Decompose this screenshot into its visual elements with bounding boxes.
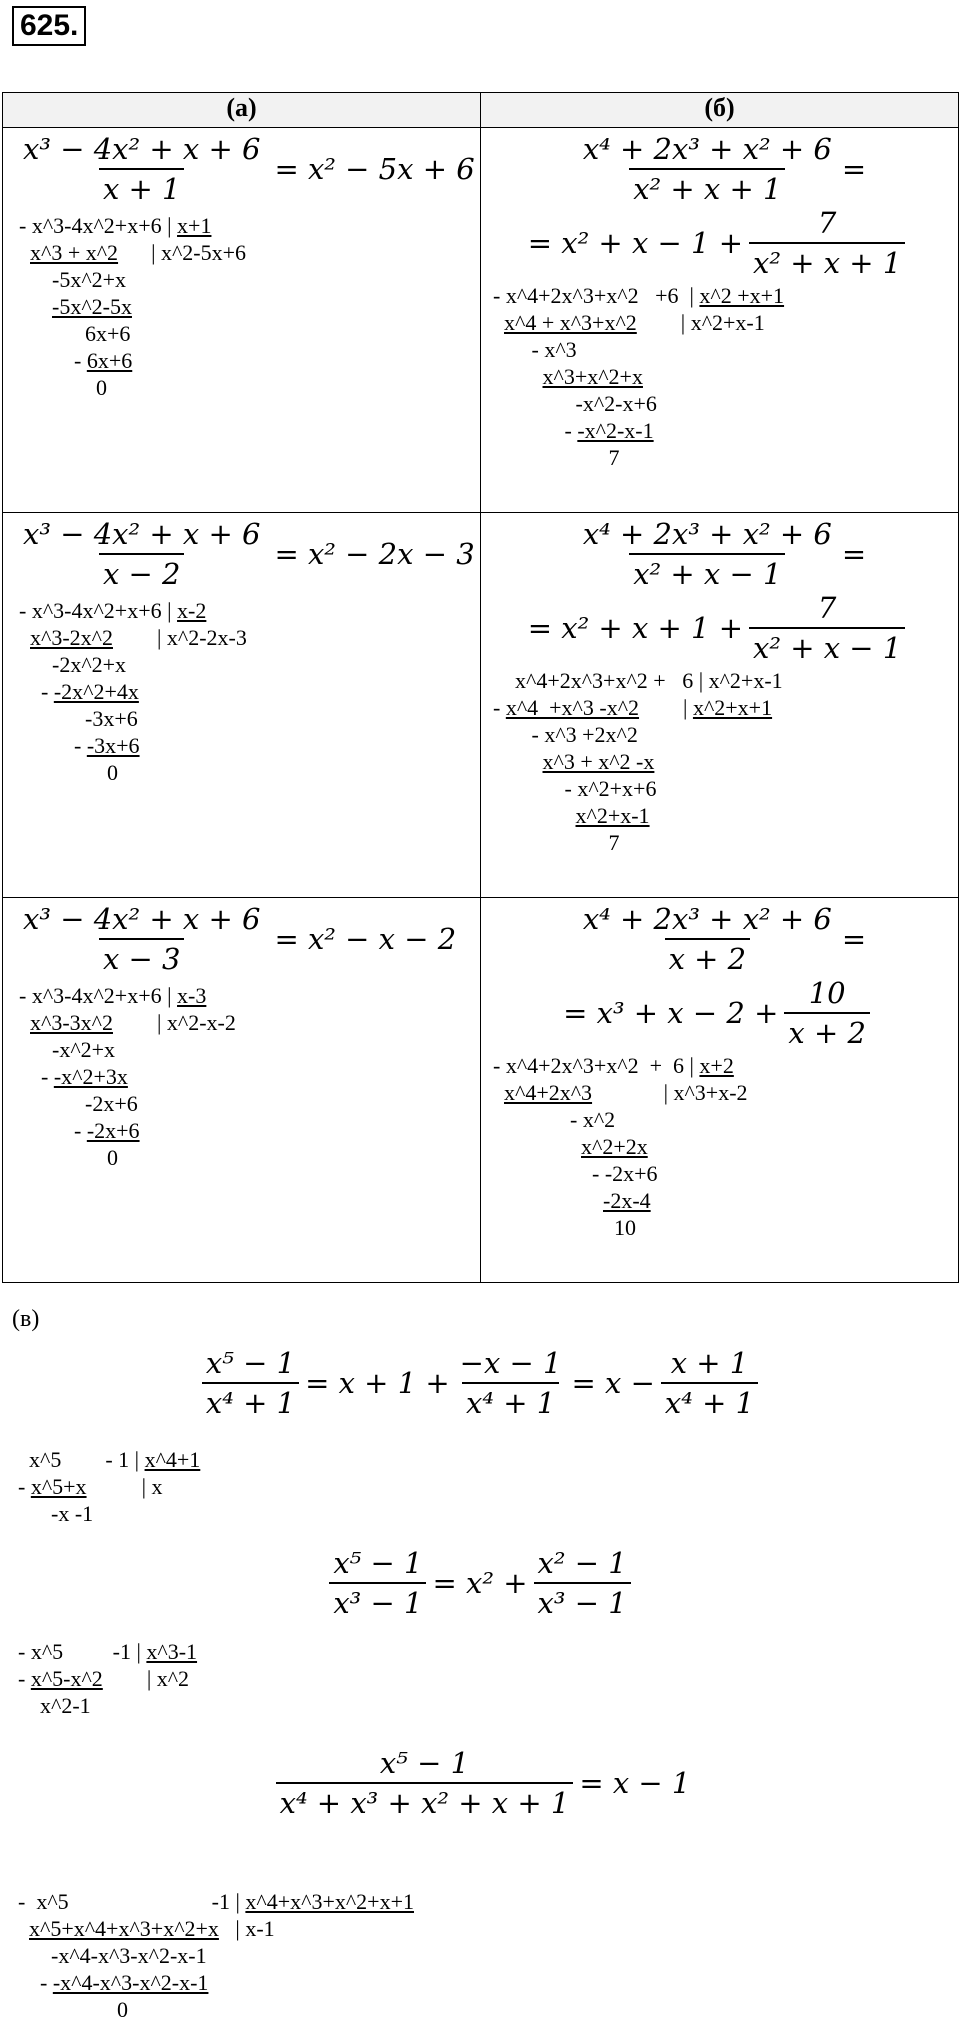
division-line: - -x^2-x-1 xyxy=(493,418,654,443)
fraction: $\frac{\text{x³ − 4x² + x + 6}}{x + 1}$ xyxy=(23,132,261,206)
division-line: -3x+6 xyxy=(19,706,138,731)
division-line: - -2x+6 xyxy=(19,1118,140,1143)
column-header-a: (а) xyxy=(3,93,481,128)
table-row xyxy=(3,128,959,513)
equation-line-2 xyxy=(481,976,958,1050)
long-division xyxy=(481,667,958,856)
cell-b xyxy=(481,513,959,898)
equation xyxy=(481,517,958,591)
equation xyxy=(0,1746,960,1820)
cell-b xyxy=(481,898,959,1283)
division-line: - 6x+6 xyxy=(19,348,133,373)
fraction: $\frac{x + 1}{\text{x⁴ + 1}}$ xyxy=(661,1346,758,1420)
equation-line-2 xyxy=(481,591,958,665)
equation-rhs: = x² − 2x − 3 xyxy=(274,537,475,571)
division-line: 7 xyxy=(493,830,620,855)
division-line: - x^5+x | x xyxy=(18,1474,163,1499)
division-line: - -2x+6 xyxy=(493,1161,658,1186)
long-division xyxy=(18,1888,414,2023)
equation-line-2 xyxy=(481,206,958,280)
equation-rhs: = xyxy=(841,537,867,571)
equation xyxy=(0,1346,960,1420)
division-line: - x^2 xyxy=(493,1107,616,1132)
long-division xyxy=(481,282,958,471)
equation-rhs: = xyxy=(841,922,867,956)
fraction: $\frac{\text{x⁵ − 1}}{\text{x³ − 1}}$ xyxy=(329,1546,426,1620)
long-division xyxy=(18,1446,200,1527)
division-line: 7 xyxy=(493,445,620,470)
fraction: $\frac{7}{\text{x² + x − 1}}$ xyxy=(749,591,905,665)
division-line: x^5 - 1 | x^4+1 xyxy=(18,1447,201,1472)
division-line: -x^2+x xyxy=(19,1037,116,1062)
division-line: - x^2+x+6 xyxy=(493,776,657,801)
fraction: $\frac{\text{x² − 1}}{\text{x³ − 1}}$ xyxy=(534,1546,631,1620)
cell-a xyxy=(3,513,481,898)
division-line: - x^3-4x^2+x+6 | x-3 xyxy=(19,983,207,1008)
division-line: - -3x+6 xyxy=(19,733,140,758)
division-line: 0 xyxy=(19,760,118,785)
cell-a xyxy=(3,898,481,1283)
division-line: - x^3 +2x^2 xyxy=(493,722,638,747)
division-line: - x^3 xyxy=(493,337,577,362)
equation-text: = x + 1 + xyxy=(305,1366,450,1400)
division-line: -x^4-x^3-x^2-x-1 xyxy=(18,1943,207,1968)
division-line: -2x+6 xyxy=(19,1091,138,1116)
long-division xyxy=(18,1638,197,1719)
equation-text: = x² + x + 1 + xyxy=(527,611,744,645)
fraction: $\frac{\text{x⁴ + 2x³ + x² + 6}}{\text{x² + x − 1}}$ xyxy=(582,517,832,591)
equation-rhs: = x² − x − 2 xyxy=(274,922,457,956)
division-line: -x -1 xyxy=(18,1501,94,1526)
cell-a xyxy=(3,128,481,513)
division-line: - -x^2+3x xyxy=(19,1064,128,1089)
solutions-table xyxy=(2,92,959,1283)
division-line: - x^5 -1 | x^3-1 xyxy=(18,1639,198,1664)
fraction: $\frac{\text{x³ − 4x² + x + 6}}{x - 3}$ xyxy=(23,902,261,976)
division-line: - -2x^2+4x xyxy=(19,679,139,704)
equation-text: = x − 1 xyxy=(579,1766,691,1800)
equation-rhs: = xyxy=(841,152,867,186)
equation xyxy=(3,517,480,591)
division-line: -x^2-x+6 xyxy=(493,391,657,416)
long-division xyxy=(3,597,480,786)
fraction: $\frac{\text{x⁴ + 2x³ + x² + 6}}{\text{x² + x + 1}}$ xyxy=(582,132,832,206)
division-line: -2x^2+x xyxy=(19,652,127,677)
long-division xyxy=(3,212,480,401)
division-line: 10 xyxy=(493,1215,636,1240)
division-line: x^4+2x^3 | x^3+x-2 xyxy=(504,1080,748,1105)
problem-number: 625. xyxy=(12,6,86,46)
part-v-label: (в) xyxy=(12,1306,40,1332)
division-line: x^3+x^2+x xyxy=(542,364,643,389)
division-line: - x^3-4x^2+x+6 | x-2 xyxy=(19,598,207,623)
equation-text: = x² + xyxy=(432,1566,528,1600)
table-row xyxy=(3,898,959,1283)
equation-text: = x² + x − 1 + xyxy=(527,226,744,260)
equation xyxy=(3,132,480,206)
division-line: 6x+6 xyxy=(19,321,131,346)
equation xyxy=(3,902,480,976)
table-row xyxy=(3,513,959,898)
division-line: - -x^4-x^3-x^2-x-1 xyxy=(18,1970,209,1995)
equation-text: = x³ + x − 2 + xyxy=(563,996,779,1030)
equation xyxy=(481,132,958,206)
division-line: - x^3-4x^2+x+6 | x+1 xyxy=(19,213,212,238)
fraction: $\frac{\text{x⁵ − 1}}{\text{x⁴ + x³ + x² + x + 1}}$ xyxy=(276,1746,574,1820)
fraction: $\frac{-x - 1}{\text{x⁴ + 1}}$ xyxy=(459,1346,562,1420)
division-line: x^2+2x xyxy=(581,1134,648,1159)
division-line: - x^5-x^2 | x^2 xyxy=(18,1666,190,1691)
division-line: - x^4 +x^3 -x^2 | x^2+x+1 xyxy=(493,695,773,720)
division-line: -5x^2+x xyxy=(19,267,127,292)
division-line: - x^5 -1 | x^4+x^3+x^2+x+1 xyxy=(18,1889,414,1914)
equation xyxy=(0,1546,960,1620)
division-line: 0 xyxy=(18,1997,128,2022)
part-v-eq3-block xyxy=(0,1746,960,2022)
fraction: $\frac{10}{x + 2}$ xyxy=(784,976,870,1050)
division-line: x^3 + x^2 | x^2-5x+6 xyxy=(30,240,247,265)
division-line: -2x-4 xyxy=(603,1188,651,1213)
division-line: x^2-1 xyxy=(18,1693,91,1718)
fraction: $\frac{7}{\text{x² + x + 1}}$ xyxy=(749,206,905,280)
division-line: x^3-2x^2 | x^2-2x-3 xyxy=(30,625,247,650)
fraction: $\frac{\text{x³ − 4x² + x + 6}}{x - 2}$ xyxy=(23,517,261,591)
division-line: 0 xyxy=(19,1145,118,1170)
equation-rhs: = x² − 5x + 6 xyxy=(274,152,475,186)
division-line: x^4 + x^3+x^2 | x^2+x-1 xyxy=(504,310,765,335)
division-line: -5x^2-5x xyxy=(52,294,132,319)
division-line: x^2+x-1 xyxy=(575,803,650,828)
division-line: x^3 + x^2 -x xyxy=(542,749,655,774)
long-division xyxy=(3,982,480,1171)
division-line: x^4+2x^3+x^2 + 6 | x^2+x-1 xyxy=(493,668,783,693)
part-v-eq1-block xyxy=(0,1346,960,1526)
division-line: x^5+x^4+x^3+x^2+x | x-1 xyxy=(29,1916,275,1941)
long-division xyxy=(481,1052,958,1241)
equation-text: = x − xyxy=(571,1366,655,1400)
part-v-eq2-block xyxy=(0,1546,960,1718)
column-header-b: (б) xyxy=(481,93,959,128)
division-line: 0 xyxy=(19,375,107,400)
fraction: $\frac{\text{x⁵ − 1}}{\text{x⁴ + 1}}$ xyxy=(202,1346,299,1420)
fraction: $\frac{\text{x⁴ + 2x³ + x² + 6}}{x + 2}$ xyxy=(582,902,832,976)
cell-b xyxy=(481,128,959,513)
division-line: - x^4+2x^3+x^2 + 6 | x+2 xyxy=(493,1053,734,1078)
equation xyxy=(481,902,958,976)
division-line: - x^4+2x^3+x^2 +6 | x^2 +x+1 xyxy=(493,283,785,308)
division-line: x^3-3x^2 | x^2-x-2 xyxy=(30,1010,236,1035)
